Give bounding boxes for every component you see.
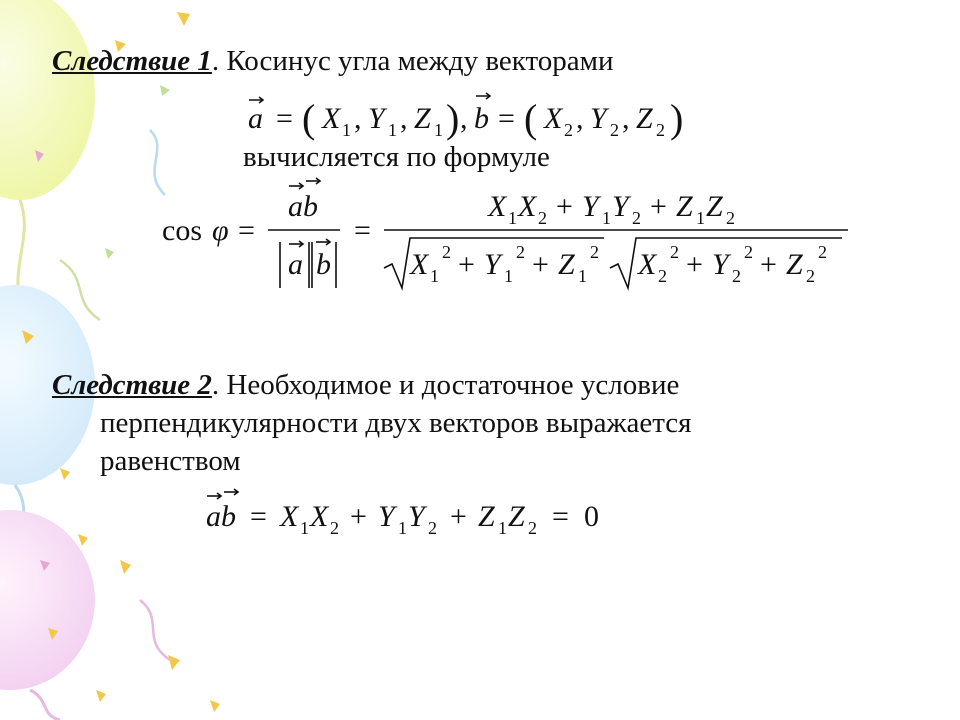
svg-text:Y: Y <box>378 500 395 533</box>
svg-text:,: , <box>622 102 630 135</box>
svg-text:X: X <box>638 248 657 281</box>
svg-text:Y: Y <box>484 248 501 281</box>
svg-text:2: 2 <box>442 242 451 262</box>
svg-text:X: X <box>310 500 329 533</box>
perpendicular-formula <box>200 484 620 544</box>
svg-text:=: = <box>354 214 371 247</box>
svg-text:2: 2 <box>428 518 437 538</box>
svg-text:+: + <box>458 248 475 281</box>
svg-text:Z: Z <box>636 102 653 135</box>
svg-text:X: X <box>544 102 563 135</box>
svg-text:Z: Z <box>414 102 431 135</box>
svg-text:ab: ab <box>206 500 236 533</box>
svg-text:2: 2 <box>516 242 525 262</box>
svg-text:Y: Y <box>368 102 385 135</box>
svg-text:2: 2 <box>806 266 815 286</box>
svg-text:1: 1 <box>430 266 439 286</box>
svg-text:1: 1 <box>504 266 513 286</box>
svg-text:(: ( <box>524 96 538 141</box>
svg-text:+: + <box>532 248 549 281</box>
svg-text:+: + <box>650 190 667 223</box>
corollary-2-line2: перпендикулярности двух векторов выражается <box>100 407 692 439</box>
svg-text:+: + <box>760 248 777 281</box>
svg-text:,: , <box>400 102 408 135</box>
cosine-formula <box>158 172 858 296</box>
svg-text:,: , <box>460 102 468 135</box>
svg-text:Z: Z <box>478 500 495 533</box>
svg-text:(: ( <box>302 96 316 141</box>
svg-text:2: 2 <box>330 518 339 538</box>
corollary-1-heading <box>52 44 613 78</box>
svg-text:2: 2 <box>564 120 573 140</box>
svg-text:a: a <box>248 102 263 135</box>
corollary-2-line3: равенством <box>100 445 241 477</box>
corollary-1-label-suffix: . <box>211 45 220 77</box>
svg-text:1: 1 <box>578 266 587 286</box>
svg-text:2: 2 <box>538 208 547 228</box>
svg-text:+: + <box>450 500 467 533</box>
svg-text:1: 1 <box>602 208 611 228</box>
svg-text:Z: Z <box>508 500 525 533</box>
svg-text:1: 1 <box>696 208 705 228</box>
svg-text:1: 1 <box>300 518 309 538</box>
corollary-2-text: Необходимое и достаточное условие <box>219 369 680 401</box>
svg-text:1: 1 <box>508 208 517 228</box>
svg-text:2: 2 <box>726 208 735 228</box>
svg-text:X: X <box>410 248 429 281</box>
svg-text:1: 1 <box>342 120 351 140</box>
corollary-2-label: Следствие 2 <box>52 369 212 401</box>
svg-text:=: = <box>250 500 267 533</box>
svg-text:cos: cos <box>162 214 202 247</box>
svg-text:=: = <box>552 500 569 533</box>
svg-text:=: = <box>498 102 515 135</box>
svg-text:a: a <box>288 248 303 281</box>
corollary-1-text: Косинус угла между векторами <box>219 45 614 77</box>
svg-text:Y: Y <box>408 500 425 533</box>
svg-text:0: 0 <box>584 500 599 533</box>
svg-text:Z: Z <box>558 248 575 281</box>
svg-text:X: X <box>280 500 299 533</box>
svg-text:,: , <box>354 102 362 135</box>
svg-text:1: 1 <box>434 120 443 140</box>
svg-text:+: + <box>350 500 367 533</box>
corollary-1-label: Следствие 1 <box>52 45 212 77</box>
svg-text:2: 2 <box>818 242 827 262</box>
svg-text:Z: Z <box>706 190 723 223</box>
svg-text:X: X <box>518 190 537 223</box>
svg-text:Y: Y <box>590 102 607 135</box>
svg-text:2: 2 <box>744 242 753 262</box>
svg-text:2: 2 <box>658 266 667 286</box>
svg-text:2: 2 <box>610 120 619 140</box>
svg-text:b: b <box>474 102 489 135</box>
svg-text:X: X <box>322 102 341 135</box>
corollary-1-line2: вычисляется по формуле <box>243 141 550 173</box>
svg-text:,: , <box>576 102 584 135</box>
svg-text:2: 2 <box>732 266 741 286</box>
svg-text:Y: Y <box>712 248 729 281</box>
svg-text:1: 1 <box>388 120 397 140</box>
svg-text:Z: Z <box>676 190 693 223</box>
svg-text:1: 1 <box>398 518 407 538</box>
svg-text:+: + <box>686 248 703 281</box>
svg-text:1: 1 <box>498 518 507 538</box>
svg-text:2: 2 <box>590 242 599 262</box>
svg-text:2: 2 <box>528 518 537 538</box>
corollary-2-label-suffix: . <box>211 369 220 401</box>
svg-text:Z: Z <box>786 248 803 281</box>
svg-text:2: 2 <box>632 208 641 228</box>
svg-text:=: = <box>238 214 255 247</box>
svg-text:2: 2 <box>656 120 665 140</box>
svg-text:ab: ab <box>288 190 318 223</box>
svg-text:=: = <box>276 102 293 135</box>
corollary-2-heading <box>52 368 679 402</box>
svg-text:): ) <box>446 96 460 141</box>
svg-text:φ: φ <box>212 214 229 247</box>
svg-text:Y: Y <box>612 190 629 223</box>
svg-text:Y: Y <box>582 190 599 223</box>
svg-text:): ) <box>670 96 684 141</box>
svg-text:X: X <box>488 190 507 223</box>
svg-text:2: 2 <box>670 242 679 262</box>
vectors-formula <box>236 88 716 144</box>
svg-text:+: + <box>556 190 573 223</box>
svg-text:b: b <box>316 248 331 281</box>
